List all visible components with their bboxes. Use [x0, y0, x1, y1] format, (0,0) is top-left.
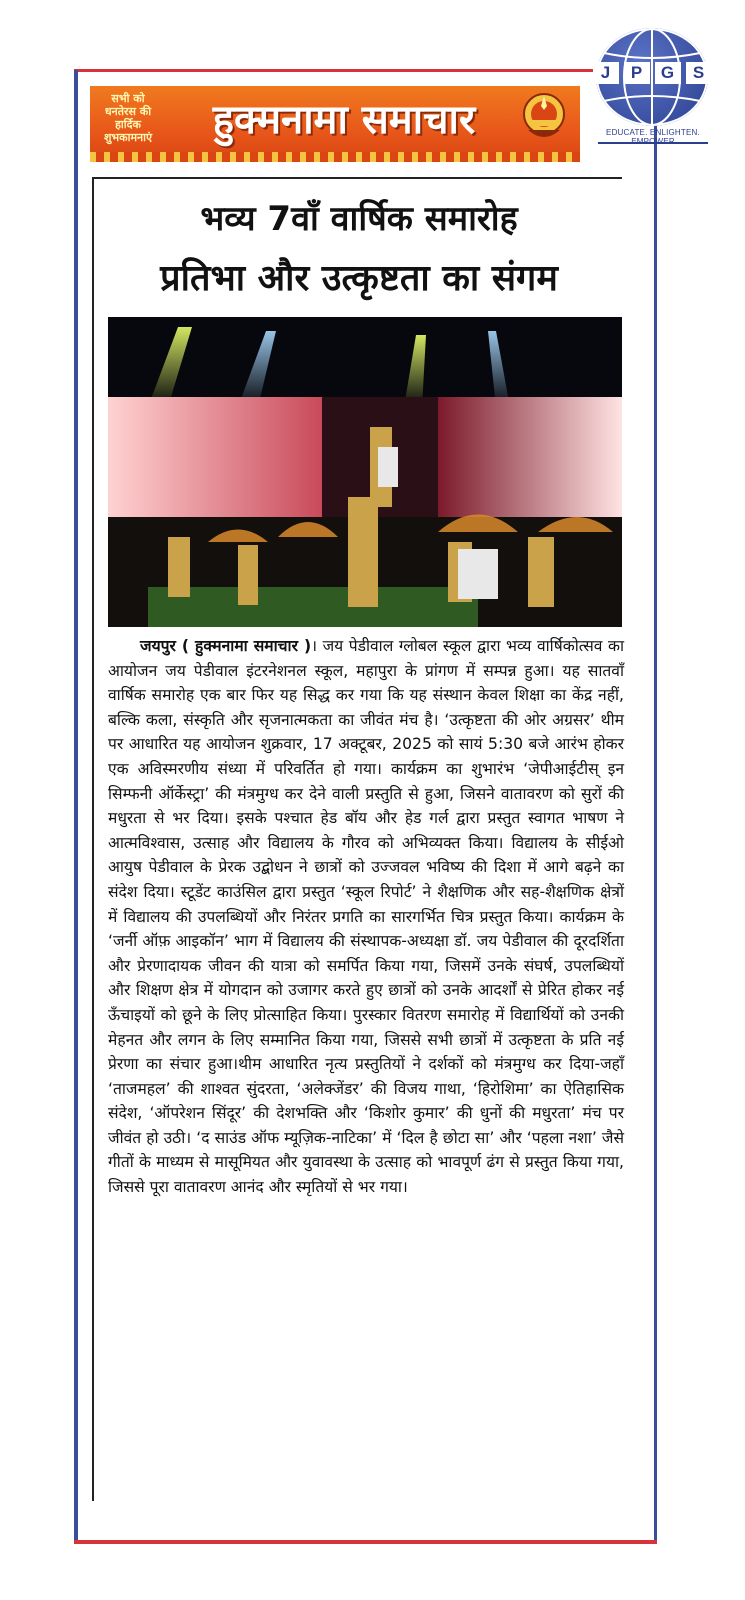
logo-letter: G [655, 62, 681, 84]
article-text: । जय पेडीवाल ग्लोबल स्कूल द्वारा भव्य वार्षिकोत्सव का आयोजन जय पेडीवाल इंटरनेशनल स्कूल, महापुरा के प्रांगण में सम्पन्न हुआ। यह सातवाँ वार्षिक समारोह एक बार फिर यह सिद्ध कर गया कि यह संस्थान केवल शिक्षा का केंद्र नहीं, बल्कि कला, संस्कृति और सृजनात्मकता का जीवंत मंच है। ‘उत्कृष्टता की ओर अग्रसर’ थीम पर आधारित यह आयोजन शुक्रवार, 17 अक्टूबर, 2025 को सायं 5:30 बजे आरंभ होकर एक अविस्मरणीय संध्या में परिवर्तित हो गया। कार्यक्रम का शुभारंभ ‘जेपीआईटीस् इन सिम्फनी ऑर्केस्ट्रा’ की मंत्रमुग्ध कर देने वाली प्रस्तुति से हुआ, जिसने वातावरण को सुरों की मधुरता से भर दिया। इसके पश्चात हेड बॉय और हेड गर्ल द्वारा प्रस्तुत स्वागत भाषण ने आत्मविश्वास, उत्साह और विद्यालय के गौरव को अभिव्यक्त किया। विद्यालय के सीईओ आयुष पेडीवाल के प्रेरक उद्बोधन ने छात्रों को उज्जवल भविष्य की दिशा में आगे बढ़ने का संदेश दिया। स्टूडेंट काउंसिल द्वारा प्रस्तुत ‘स्कूल रिपोर्ट’ ने शैक्षणिक और सह-शैक्षणिक क्षेत्रों में विद्यालय की उपलब्धियों और निरंतर प्रगति का सारगर्भित चित्र प्रस्तुत किया। कार्यक्रम के ‘जर्नी ऑफ़ आइकॉन’ भाग में विद्यालय की संस्थापक-अध्यक्षा डॉ. जय पेडीवाल की दूरदर्शिता और प्रेरणादायक जीवन की यात्रा को समर्पित किया गया, जिसमें उनके संघर्ष, उपलब्धियों और शिक्षण क्षेत्र में योगदान को उजागर करते हुए छात्रों को उनके आदर्शों से प्रेरित होकर नई ऊँचाइयों को छूने के लिए प्रोत्साहित किया। पुरस्कार वितरण समारोह में विद्यार्थियों को उनकी मेहनत और लगन के लिए सम्मानित किया गया, जिससे सभी छात्रों में उत्कृष्टता के प्रति नई प्रेरणा का संचार हुआ।थीम आधारित नृत्य प्रस्तुतियों ने दर्शकों को मंत्रमुग्ध कर दिया-जहाँ ‘ताजमहल’ की शाश्वत सुंदरता, ‘अलेक्जेंडर’ की विजय गाथा, ‘हिरोशिमा’ का ऐतिहासिक संदेश, ‘ऑपरेशन सिंदूर’ की देशभक्ति और ‘किशोर कुमार’ की धुनों की मधुरता’ मंच पर जीवंत हो उठी। ‘द साउंड ऑफ म्यूज़िक-नाटिका’ में ‘दिल है छोटा सा’ और ‘पहला नशा’ जैसे गीतों के माध्यम से मासूमियत और युवावस्था के उत्साह को भावपूर्ण ढंग से प्रस्तुत किया गया, जिससे पूरा वातावरण आनंद और स्मृतियों से भर गया। [108, 637, 624, 1197]
frame-top-border [74, 69, 657, 72]
newspaper-masthead [90, 86, 580, 162]
logo-tagline: EDUCATE. ENLIGHTEN. [606, 128, 700, 137]
masthead-lamp-border [90, 152, 580, 162]
diya-lamp-icon [518, 90, 570, 146]
article-headline [96, 190, 622, 310]
logo-letter: P [624, 62, 650, 84]
masthead-greeting: सभी को धनतेरस की हार्दिक शुभकामनाएं [103, 92, 153, 144]
frame-left-border [74, 70, 78, 1542]
frame-right-border [654, 70, 657, 1542]
logo-underline [598, 142, 708, 144]
headline-line-1: भव्य 7वाँ वार्षिक समारोह [200, 199, 518, 239]
stage-performance-photo [108, 317, 622, 627]
masthead-rule [92, 177, 622, 179]
logo-letter: S [686, 62, 712, 84]
frame-bottom-border [74, 1540, 657, 1544]
school-logo [590, 24, 716, 150]
logo-letters [590, 62, 714, 84]
newspaper-title: हुक्मनामा समाचार [212, 96, 476, 143]
article-dateline: जयपुर ( हुक्मनामा समाचार ) [140, 637, 312, 655]
logo-letter: J [593, 62, 619, 84]
headline-line-2: प्रतिभा और उत्कृष्टता का संगम [160, 258, 558, 299]
column-rule [92, 179, 94, 1501]
article-body [108, 634, 624, 1200]
